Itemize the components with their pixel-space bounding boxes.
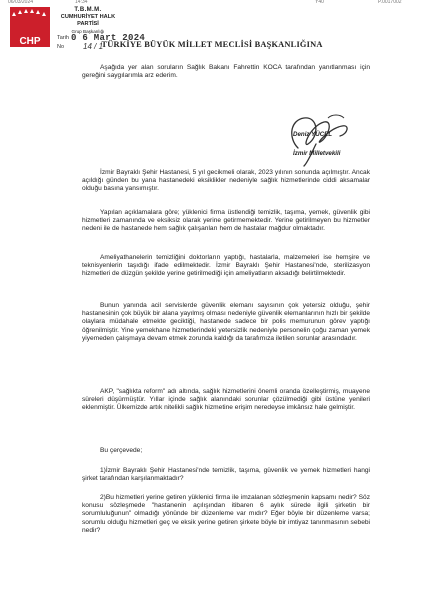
questions-intro <box>82 447 370 455</box>
paragraph-text: Ameliyathanelerin temizliğini doktorların yaptığı, hastalarla, malzemeleri ise hemşire ve teknisyenlerin taşıdığı ifade edilmektedir. İzmir Bayraklı Şehir Hastanesi'nde, sterilizasyon hizmetleri de düzgün şekilde yerine getirilmediği için ameliyatların aksadığı belirtilmektedir. <box>82 254 370 278</box>
party-line1: T.B.M.M. <box>74 7 102 13</box>
party-line2: CUMHURİYET HALK PARTİSİ <box>60 14 116 27</box>
stamp-number: 14 / 1 <box>83 42 104 51</box>
party-line3: Grup Başkanlığı <box>71 29 105 34</box>
questions-intro-text: Bu çerçevede; <box>100 447 143 454</box>
top-code: Y40 <box>315 0 324 5</box>
body-paragraph <box>82 302 370 343</box>
question-item <box>82 467 370 483</box>
body-paragraph <box>82 209 370 234</box>
top-date: 06/03/2024 <box>8 0 34 5</box>
body-paragraph <box>82 254 370 279</box>
top-time: 14:34 <box>75 0 88 5</box>
stamp-date: 0 6 Mart 2024 <box>71 33 146 43</box>
paragraph-text: Bunun yanında acil servislerde güvenlik elemanı sayısının çok yetersiz olduğu, şehir hastanesinin çok büyük bir alana yayılmış olması nedeniyle güvenlik elemanlarının hızlı bir şekilde olaylara müdahale etmekte geciktiği, hastanede sadece bir polis memurunun görev yaptığı öğrenilmiştir. Yine yemekhane hizmetlerindeki yetersizlik nedeniyle personelin çoğu zaman yemek yiyemeden çalışmaya devam etmek zorunda kaldığı da tarafımıza iletilen sorunlar arasındadır. <box>82 302 370 342</box>
handwritten-signature <box>258 108 368 168</box>
paragraph-text: AKP, "sağlıkta reform" adı altında, sağlık hizmetlerini önemli oranda özelleştirmiş, muayene süreleri düşürmüştür. Yıllar içinde sağlık alanındaki sorunlar çözülmediği gibi üstüne yenileri eklenmiştir. Ülkemizde artık nitelikli sağlık hizmetine erişim neredeyse imkânsız hale gelmiştir. <box>82 388 370 412</box>
document-title: TÜRKİYE BÜYÜK MİLLET MECLİSİ BAŞKANLIĞINA <box>101 40 323 49</box>
signer-name: Deniz YÜCEL <box>293 131 333 138</box>
top-page: P.0017002 <box>378 0 402 5</box>
question-text: 2)Bu hizmetleri yerine getiren yüklenici firma ile imzalanan sözleşmenin kapsamı nedir? Söz konusu sözleşmede "hastanenin açılışından itibaren 6 aylık sürede ilgili şirketin bir sorumluluğunun" olmadığı yönünde bir düzenleme var mıdır? Eğer böyle bir düzenleme varsa; sorumlu olduğu hizmetleri geç ve eksik yerine getiren şirkete böyle bir imtiyaz tanınmasının sebebi nedir? <box>82 494 370 534</box>
stamp-label-date: Tarih <box>57 35 69 41</box>
logo-text: CHP <box>19 36 41 47</box>
stamp-label-no: No <box>57 44 65 50</box>
intro-text: Aşağıda yer alan soruların Sağlık Bakanı Fahrettin KOCA tarafından yanıtlanması için gereğini saygılarımla arz ederim. <box>82 64 370 80</box>
question-item <box>82 494 370 535</box>
paragraph-text: İzmir Bayraklı Şehir Hastanesi, 5 yıl gecikmeli olarak, 2023 yılının sonunda açılmıştır. Ancak açıldığı günden bu yana hastanedeki eksiklikler nedeniyle sağlık hizmetlerinde ciddi aksamalar olduğu basına yansımıştır. <box>82 169 370 193</box>
signer-title: İzmir Milletvekili <box>293 150 341 157</box>
body-paragraph <box>82 169 370 194</box>
top-strip <box>0 0 424 5</box>
paragraph-text: Yapılan açıklamalara göre; yüklenici firma üstlendiği temizlik, taşıma, yemek, güvenlik gibi hizmetleri zamanında ve eksiksiz olarak yerine getirmemektedir. Yerine getirilmeyen bu hizmetler nedeni ile de hastanede hem sağlık çalışanları hem de hastalar mağdur olmaktadır. <box>82 209 370 233</box>
body-paragraph <box>82 388 370 413</box>
question-text: 1)İzmir Bayraklı Şehir Hastanesi'nde temizlik, taşıma, güvenlik ve yemek hizmetleri hangi şirket tarafından karşılanmaktadır? <box>82 467 370 483</box>
intro-paragraph <box>82 64 370 80</box>
party-header <box>56 7 120 35</box>
